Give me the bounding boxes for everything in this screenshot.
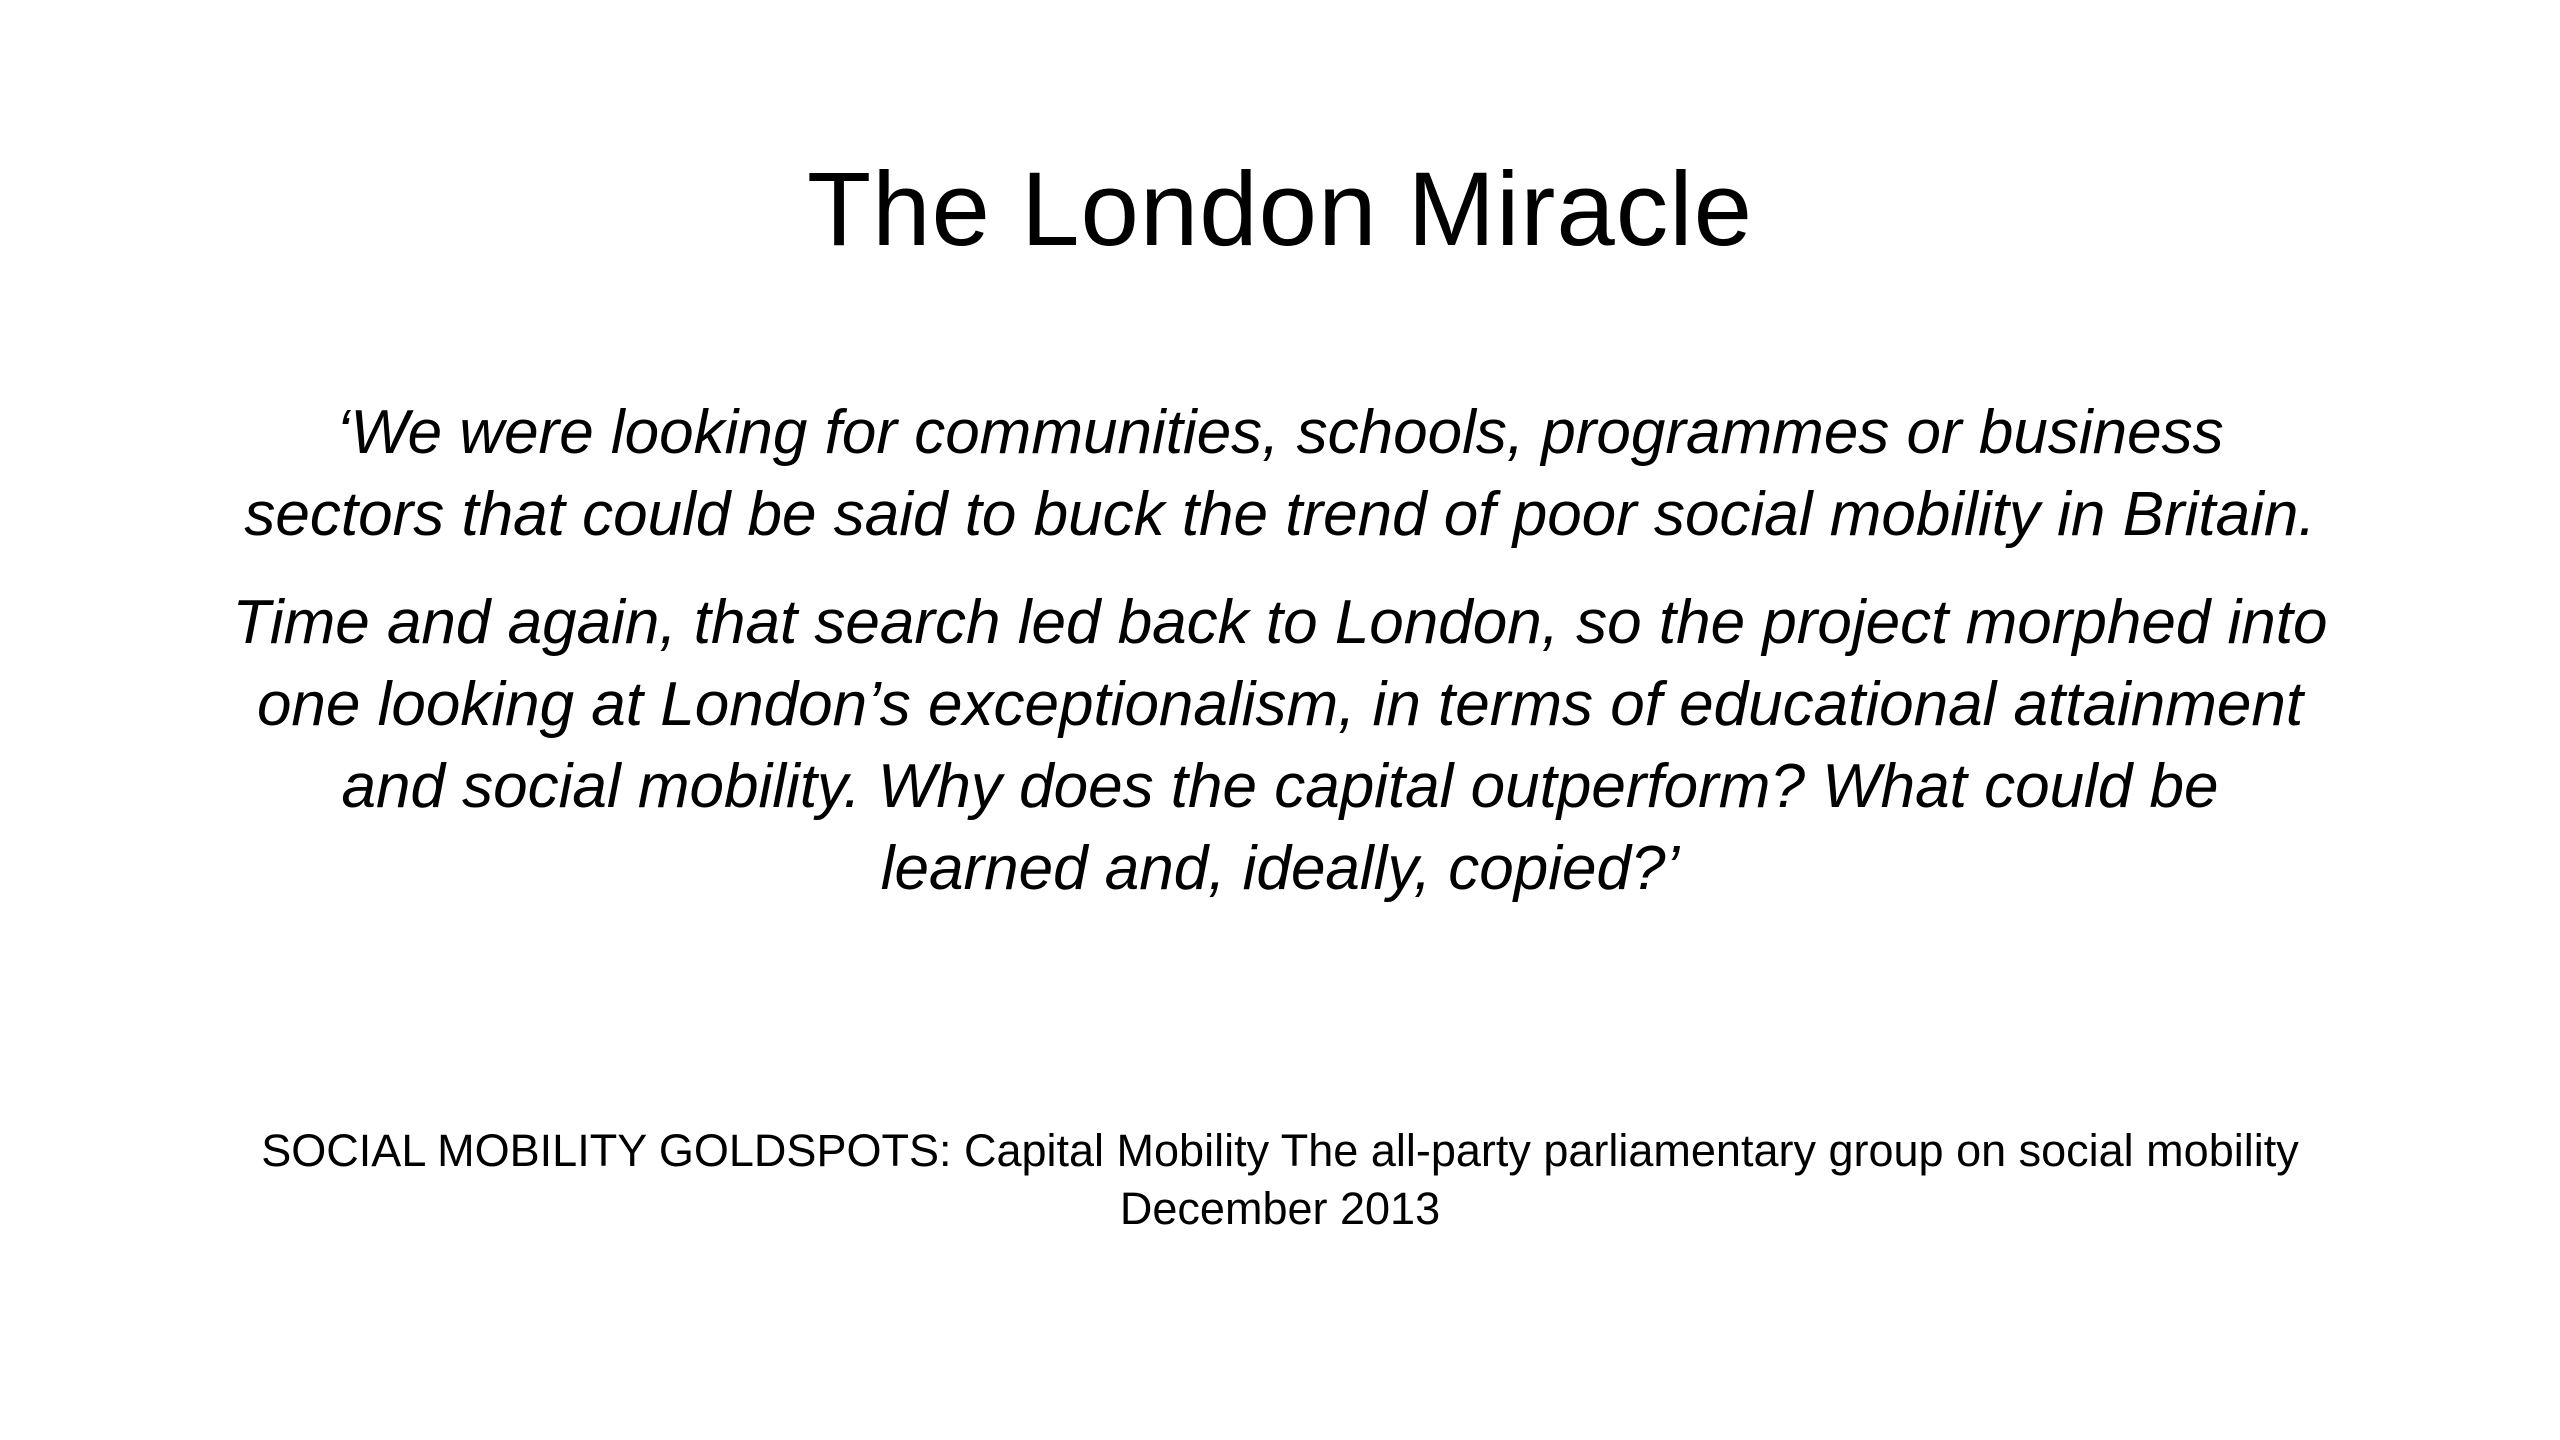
quote-paragraph-2: Time and again, that search led back to London, so the project morphed into one looking at London’s exceptionalism, in terms of educational attainment and social mobility. Why does the capital outperform? What could be learned and, ideally, copied?’ [232, 588, 2328, 903]
citation-date: December 2013 [1119, 1183, 1441, 1234]
quote-block [230, 392, 2330, 910]
quote-paragraph-1: ‘We were looking for communities, schools, programmes or business sectors that could be said to buck the trend of poor social mobility in Britain. [244, 398, 2316, 549]
slide-title: The London Miracle [806, 151, 1754, 268]
citation [100, 1122, 2460, 1238]
citation-source: SOCIAL MOBILITY GOLDSPOTS: Capital Mobility The all-party parliamentary group on social mobility [261, 1125, 2299, 1176]
